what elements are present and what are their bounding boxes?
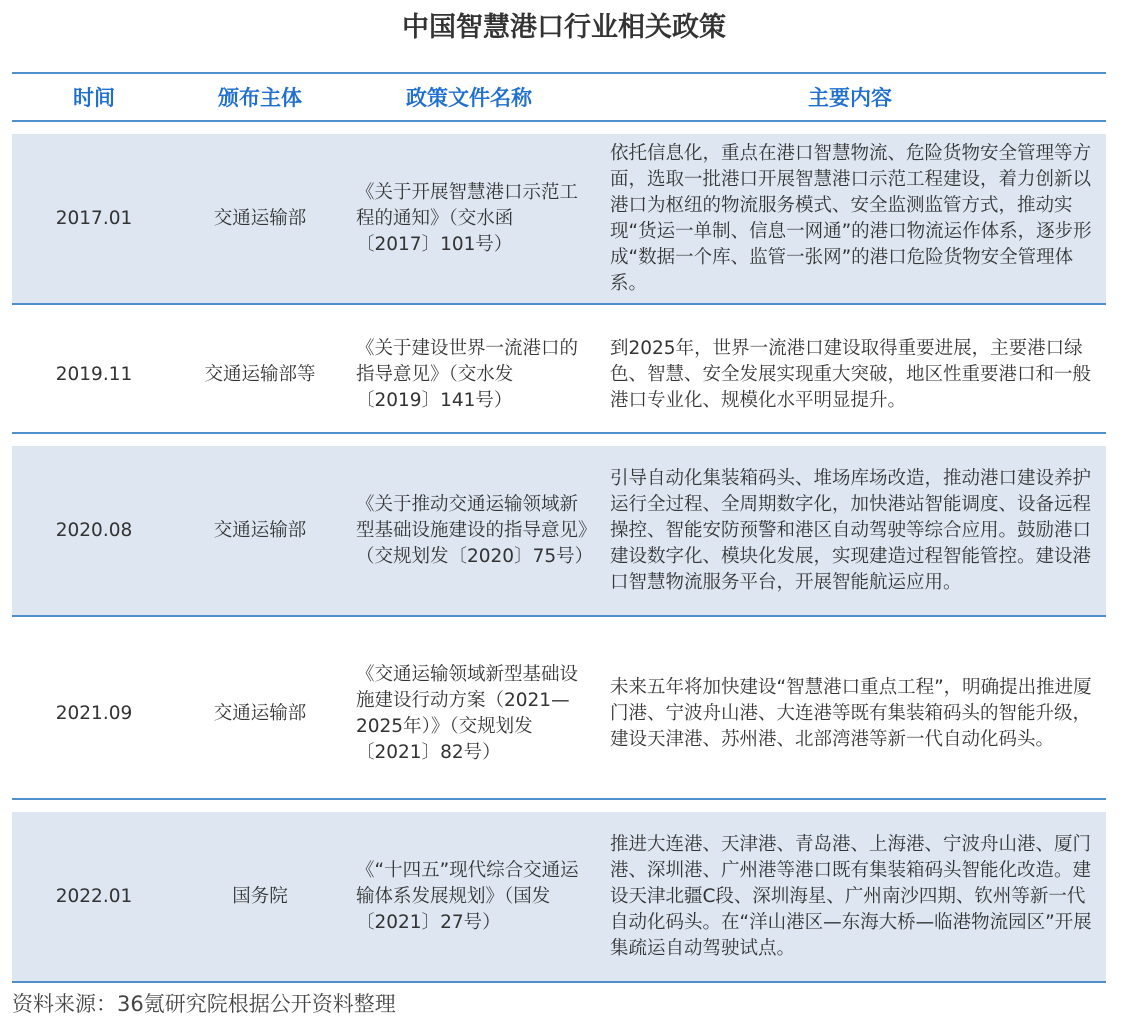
cell-doc: 《交通运输领域新型基础设施建设行动方案（2021—2025年）》（交规划发〔2021〕82号）	[344, 629, 594, 799]
cell-content: 依托信息化，重点在港口智慧物流、危险货物安全管理等方面，选取一批港口开展智慧港口示范工程建设，着力创新以港口为枢纽的物流服务模式、安全监测监管方式，推动实现“货运一单制、信息一网通”的港口物流运作体系，逐步形成“数据一个库、监管一张网”的港口危险货物安全管理体系。	[594, 134, 1106, 304]
cell-doc: 《关于推动交通运输领域新型基础设施建设的指导意见》（交规划发〔2020〕75号）	[344, 446, 594, 616]
cell-time: 2017.01	[12, 134, 176, 304]
cell-content: 未来五年将加快建设“智慧港口重点工程”，明确提出推进厦门港、宁波舟山港、大连港等既有集装箱码头的智能升级，建设天津港、苏州港、北部湾港等新一代自动化码头。	[594, 629, 1106, 799]
cell-content: 引导自动化集装箱码头、堆场库场改造，推动港口建设养护运行全过程、全周期数字化，加快港站智能调度、设备远程操控、智能安防预警和港区自动驾驶等综合应用。鼓励港口建设数字化、模块化发展，实现建造过程智能管控。建设港口智慧物流服务平台，开展智能航运应用。	[594, 446, 1106, 616]
cell-doc: 《“十四五”现代综合交通运输体系发展规划》（国发〔2021〕27号）	[344, 812, 594, 982]
cell-issuer: 交通运输部	[176, 134, 344, 304]
table-row	[12, 812, 1106, 982]
cell-issuer: 交通运输部	[176, 446, 344, 616]
table-row	[12, 317, 1106, 433]
cell-time: 2021.09	[12, 629, 176, 799]
cell-content: 到2025年，世界一流港口建设取得重要进展，主要港口绿色、智慧、安全发展实现重大突破，地区性重要港口和一般港口专业化、规模化水平明显提升。	[594, 317, 1106, 433]
cell-doc: 《关于开展智慧港口示范工程的通知》（交水函〔2017〕101号）	[344, 134, 594, 304]
cell-issuer: 交通运输部	[176, 629, 344, 799]
table-row	[12, 446, 1106, 616]
cell-time: 2020.08	[12, 446, 176, 616]
source-note: 资料来源：36氪研究院根据公开资料整理	[12, 992, 396, 1016]
cell-time: 2022.01	[12, 812, 176, 982]
header-content: 主要内容	[808, 86, 892, 110]
page-title: 中国智慧港口行业相关政策	[402, 12, 726, 43]
table-header-row	[12, 73, 1106, 121]
policy-table	[12, 72, 1106, 983]
cell-issuer: 交通运输部等	[176, 317, 344, 433]
cell-issuer: 国务院	[176, 812, 344, 982]
table-row	[12, 134, 1106, 304]
header-issuer: 颁布主体	[218, 86, 302, 110]
cell-time: 2019.11	[12, 317, 176, 433]
table-row	[12, 629, 1106, 799]
cell-content: 推进大连港、天津港、青岛港、上海港、宁波舟山港、厦门港、深圳港、广州港等港口既有集装箱码头智能化改造。建设天津北疆C段、深圳海星、广州南沙四期、钦州等新一代自动化码头。在“洋山港区—东海大桥—临港物流园区”开展集疏运自动驾驶试点。	[594, 812, 1106, 982]
cell-doc: 《关于建设世界一流港口的指导意见》（交水发〔2019〕141号）	[344, 317, 594, 433]
header-doc: 政策文件名称	[406, 86, 532, 110]
header-time: 时间	[73, 86, 115, 110]
